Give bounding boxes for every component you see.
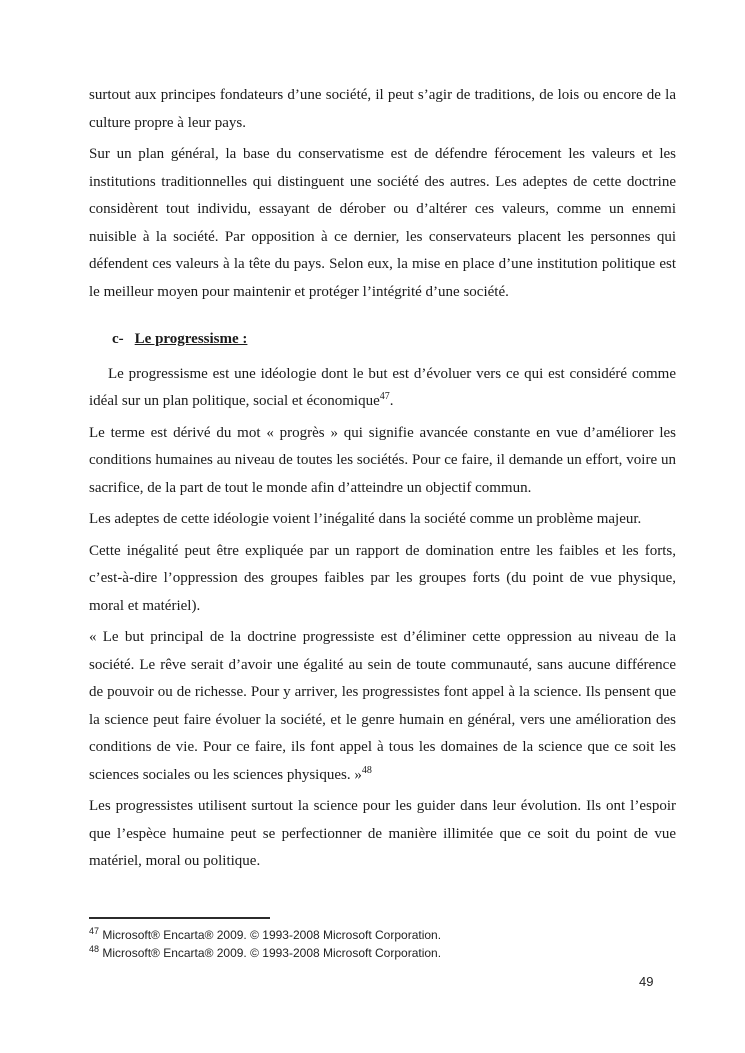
footnote-48-marker: 48 (89, 944, 100, 954)
paragraph-inegalite-probleme: Les adeptes de cette idéologie voient l’inégalité dans la société comme un problème majeur. (89, 511, 642, 527)
paragraph-progressistes-science: Les progressistes utilisent surtout la science pour les guider dans leur évolution. Ils ont l’espoir que l’espèce humaine peut se perfectionner de manière illimitée que ce soit du point de vue matériel, moral ou politique. (89, 798, 676, 869)
footnote-47-marker: 47 (89, 926, 100, 936)
paragraph-conservatism-intro: surtout aux principes fondateurs d’une société, il peut s’agir de traditions, de lois ou encore de la culture propre à leur pays. (89, 87, 676, 131)
footnote-ref-47: 47 (379, 391, 390, 402)
footnote-48-text: Microsoft® Encarta® 2009. © 1993-2008 Microsoft Corporation. (102, 946, 442, 960)
paragraph-progres-term: Le terme est dérivé du mot « progrès » qui signifie avancée constante en vue d’améliorer les conditions humaines au niveau de toutes les sociétés. Pour ce faire, il demande un effort, voire un sacrifice, de la part de tout le monde afin d’atteindre un objectif commun. (89, 424, 676, 496)
paragraph-citation-doctrine (89, 624, 676, 789)
page-body (89, 82, 676, 880)
paragraph-conservatism-general: Sur un plan général, la base du conservatisme est de défendre férocement les valeurs et les institutions traditionnelles qui distinguent une société des autres. Les adeptes de cette doctrine considèrent tout individu, essayant de dérober ou d’altérer ces valeurs, comme un ennemi nuisible à la société. Par opposition à ce dernier, les conservateurs placent les personnes qui défendent ces valeurs à la tête du pays. Selon eux, la mise en place d’une institution politique est le meilleur moyen pour maintenir et protéger l’intégrité d’une société. (89, 146, 676, 300)
paragraph-inegalite-explication: Cette inégalité peut être expliquée par un rapport de domination entre les faibles et les forts, c’est-à-dire l’oppression des groupes faibles par les groupes forts (du point de vue physique, moral et matériel). (89, 542, 676, 614)
section-heading-progressisme (89, 326, 676, 354)
footnote-section (89, 917, 589, 962)
paragraph-tail: . (389, 393, 394, 409)
section-title: Le progressisme : (134, 331, 248, 347)
footnote-ref-48: 48 (361, 764, 372, 776)
footnote-separator-line (89, 917, 270, 919)
paragraph-text: Le progressisme est une idéologie dont le but est d’évoluer vers ce qui est considéré comme idéal sur un plan politique, social et économique (89, 365, 676, 409)
section-marker: c- (112, 331, 124, 347)
footnote-47 (89, 926, 589, 944)
footnote-48 (89, 944, 589, 962)
footnote-47-text: Microsoft® Encarta® 2009. © 1993-2008 Microsoft Corporation. (102, 928, 442, 942)
paragraph-progressisme-definition (89, 361, 676, 416)
paragraph-text: « Le but principal de la doctrine progressiste est d’éliminer cette oppression au niveau de la société. Le rêve serait d’avoir une égalité au sein de toute communauté, sans aucune différence de pouvoir ou de richesse. Pour y arriver, les progressistes font appel à la science. Ils pensent que la science peut faire évoluer la société, et le genre humain en général, vers une amélioration des conditions de vie. Pour ce faire, ils font appel à tous les domaines de la science que ce soit les sciences sociales ou les sciences physiques. » (89, 629, 676, 783)
page-number: 49 (639, 974, 654, 989)
